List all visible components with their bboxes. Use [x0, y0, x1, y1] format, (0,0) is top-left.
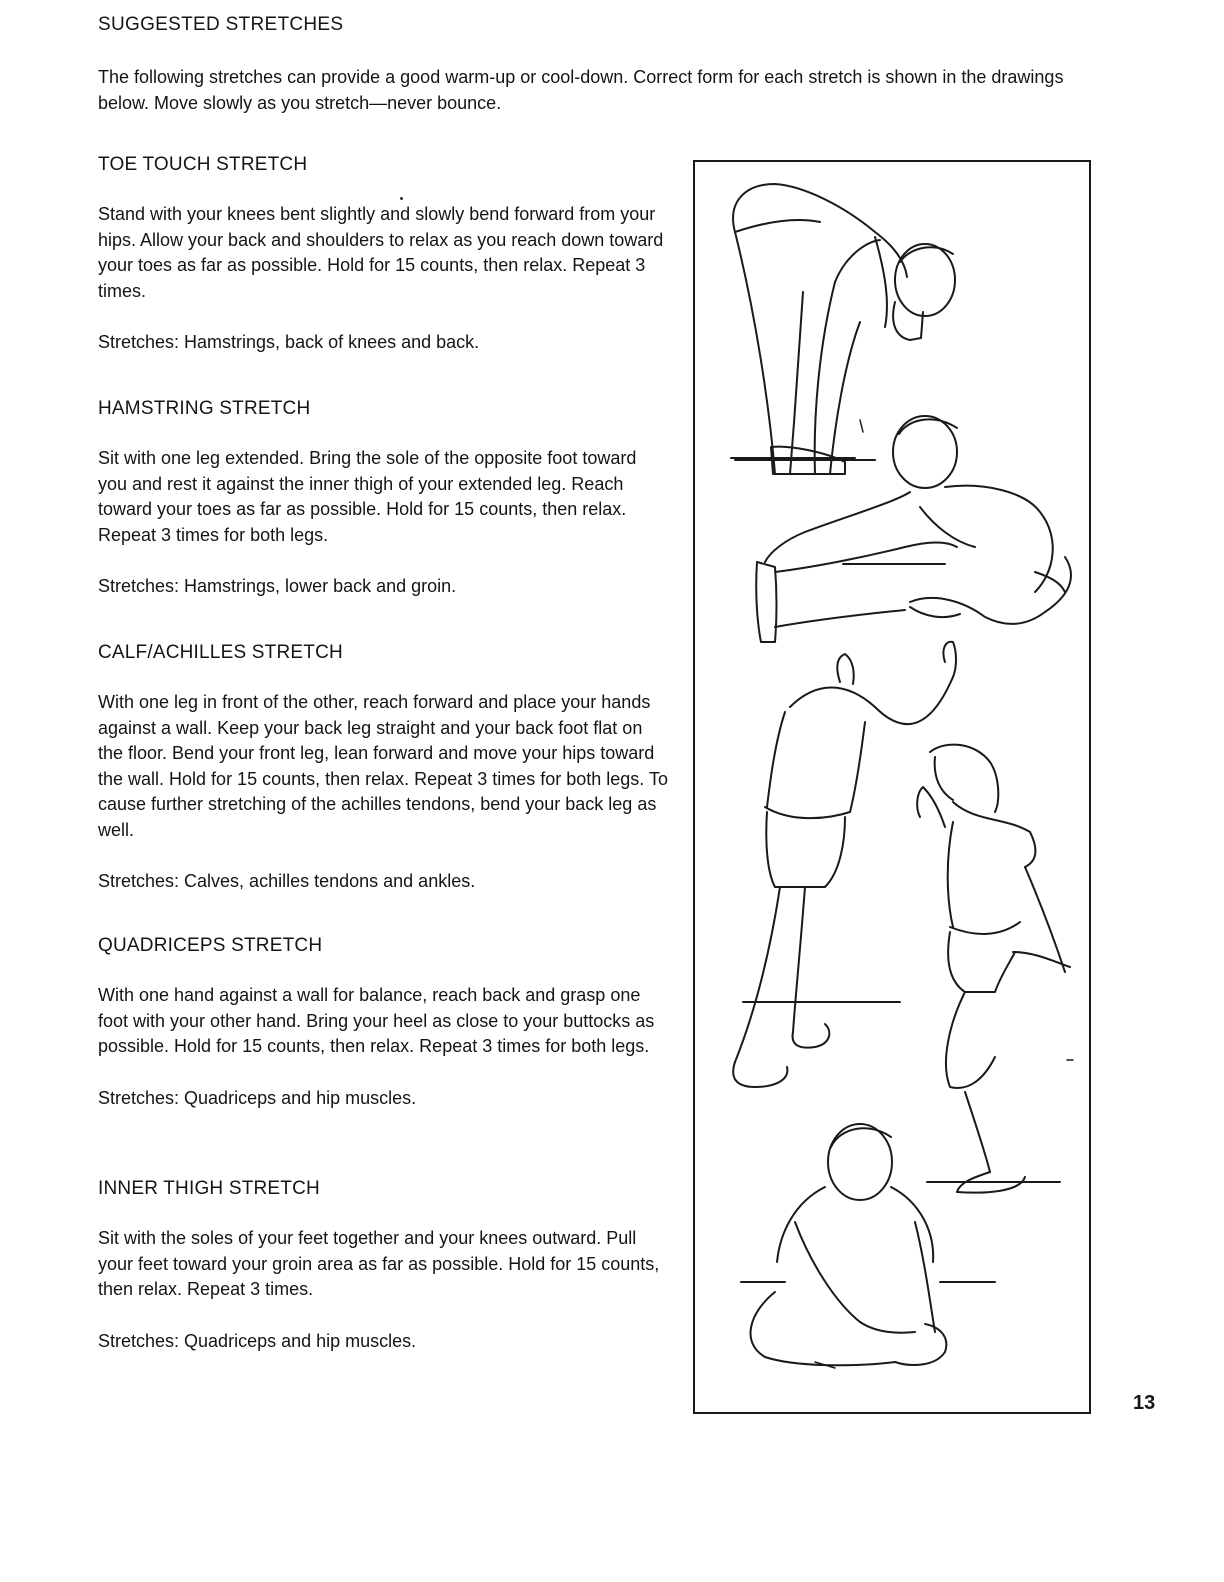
- section-heading: TOE TOUCH STRETCH: [98, 154, 308, 175]
- section-inner-thigh: [98, 1178, 668, 1354]
- hamstring-stretch-illustration: [731, 416, 1071, 642]
- intro-paragraph: The following stretches can provide a good warm-up or cool-down. Correct form for each stretch is shown in the drawings below. Move slowly as you stretch—never bounce.: [98, 67, 1064, 113]
- section-hamstring: [98, 398, 668, 600]
- section-body: Sit with the soles of your feet together and your knees outward. Pull your feet toward your groin area as far as possible. Hold for 15 counts, then relax. Repeat 3 times.: [98, 1228, 660, 1299]
- calf-stretch-illustration: [733, 642, 956, 1087]
- illustration-panel: [693, 160, 1091, 1414]
- section-body: With one hand against a wall for balance, reach back and grasp one foot with your other hand. Bring your heel as close to your buttocks as possible. Hold for 15 counts, then relax. Repeat 3 times for both legs.: [98, 985, 655, 1056]
- section-heading: QUADRICEPS STRETCH: [98, 935, 323, 956]
- section-quadriceps: [98, 935, 668, 1111]
- section-stretches: Stretches: Calves, achilles tendons and ankles.: [98, 871, 476, 891]
- section-toe-touch: [98, 154, 668, 356]
- section-heading: INNER THIGH STRETCH: [98, 1178, 320, 1199]
- section-stretches: Stretches: Quadriceps and hip muscles.: [98, 1330, 417, 1351]
- scan-speck: [400, 197, 403, 200]
- section-body: With one leg in front of the other, reach forward and place your hands against a wall. Keep your back leg straight and your back foot flat on the floor. Bend your front leg, lean forward and move your hips toward the wall. Hold for 15 counts, then relax. Repeat 3 times for both legs. To cause further stretching of the achilles tendons, bend your back leg as well.: [98, 692, 668, 840]
- section-stretches: Stretches: Hamstrings, back of knees and back.: [98, 332, 480, 352]
- section-stretches: Stretches: Hamstrings, lower back and groin.: [98, 576, 457, 596]
- section-stretches: Stretches: Quadriceps and hip muscles.: [98, 1087, 417, 1108]
- section-heading: HAMSTRING STRETCH: [98, 398, 311, 419]
- section-body: Stand with your knees bent slightly and slowly bend forward from your hips. Allow your back and shoulders to relax as you reach down toward your toes as far as possible. Hold for 15 counts, then relax. Repeat 3 times.: [98, 204, 664, 301]
- section-body: Sit with one leg extended. Bring the sole of the opposite foot toward you and rest it against the inner thigh of your extended leg. Reach toward your toes as far as possible. Hold for 15 counts, then relax. Repeat 3 times for both legs.: [98, 448, 637, 545]
- page-title: SUGGESTED STRETCHES: [98, 14, 344, 35]
- toe-touch-illustration: [733, 184, 955, 474]
- page-number: 13: [1133, 1392, 1156, 1414]
- quadriceps-stretch-illustration: [917, 745, 1073, 1193]
- section-calf-achilles: [98, 642, 668, 895]
- inner-thigh-stretch-illustration: [741, 1124, 995, 1368]
- section-heading: CALF/ACHILLES STRETCH: [98, 642, 343, 663]
